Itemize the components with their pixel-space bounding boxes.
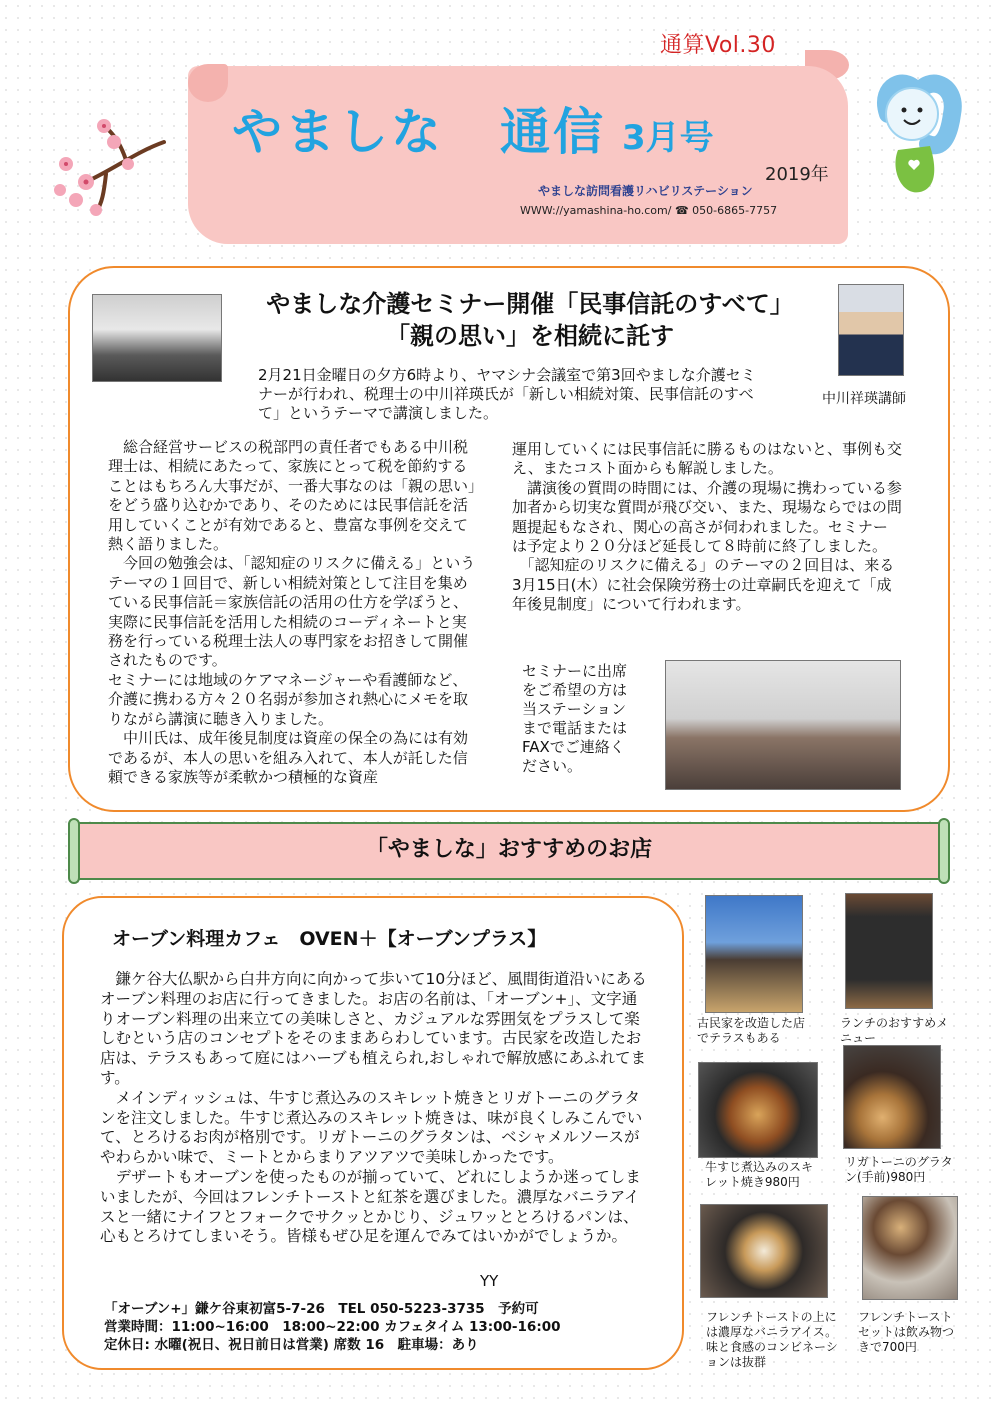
- newsletter-title: やましな: [232, 103, 444, 161]
- author-initials: YY: [480, 1272, 499, 1290]
- seminar-attendance-note: セミナーに出席をご希望の方は当ステーションまで電話またはFAXでご連絡ください。: [522, 662, 628, 775]
- lecturer-portrait-photo: [838, 284, 904, 376]
- skillet-dish-photo: [698, 1062, 818, 1158]
- paragraph: 運用していくには民事信託に勝るものはないと、事例も交え、またコスト面からも解説しました。: [512, 440, 903, 478]
- station-name: やましな訪問看護リハビリステーション: [538, 184, 753, 198]
- caption-house: 古民家を改造した店でテラスもある: [697, 1016, 806, 1045]
- seminar-lead-text: 2月21日金曜日の夕方6時より、ヤマシナ会議室で第3回やましな介護セミナーが行われ、税理士の中川祥瑛氏が「新しい相続対策、民事信託のすべて」というテーマで講演しました。: [258, 366, 756, 422]
- lecturer-caption: 中川祥瑛講師: [822, 391, 906, 407]
- newsletter-title-suffix: 通信: [500, 103, 606, 161]
- paragraph: 中川氏は、成年後見制度は資産の保全の為には有効であるが、本人の思いを組み入れて、本人が託した信頼できる家族等が柔軟かつ積極的な資産: [108, 729, 469, 786]
- shop-hours-line: 営業時間：11:00~16:00 18:00~22:00 カフェタイム 13:00-16:00: [104, 1319, 561, 1335]
- issue-month: 3月号: [622, 118, 714, 158]
- volume-number: 通算Vol.30: [660, 33, 776, 58]
- seminar-article-column-2: [512, 440, 902, 615]
- seminar-subheadline: 「親の思い」を相続に託す: [386, 322, 674, 350]
- paragraph: 「認知症のリスクに備える」のテーマの２回目は、来る3月15日(木）に社会保険労務士の辻章嗣氏を迎えて「成年後見制度」について行われます。: [512, 556, 895, 614]
- ribbon-title: 「やましな」おすすめのお店: [365, 837, 653, 862]
- paragraph: セミナーには地域のケアマネージャーや看護師など、介護に携わる方々２０名弱が参加され熱心にメモを取りながら講演に聴き入りました。: [108, 670, 469, 728]
- shop-info: [104, 1300, 561, 1354]
- seminar-audience-photo: [665, 660, 901, 790]
- caption-gratin: リガトーニのグラタン(手前)980円: [845, 1155, 953, 1184]
- issue-year: 2019年: [765, 164, 829, 185]
- shop-exterior-photo: [705, 895, 803, 1013]
- gratin-dish-photo: [843, 1045, 941, 1149]
- paragraph: デザートもオーブンを使ったものが揃っていて、どれにしようか迷ってしまいましたが、今回はフレンチトーストと紅茶を選びました。濃厚なバニラアイスと一緒にナイフとフォークでサクッとかじり、ジュワッととろけるパンは、心もとろけてしまいそう。皆様もぜひ足を運んでみてはいかがでしょうか。: [100, 1167, 641, 1246]
- paragraph: 総合経営サービスの税部門の責任者でもある中川税理士は、相続にあたって、家族にとって税を節約することはもちろん大事だが、一番大事なのは「親の思い」をどう盛り込むかであり、そのためには民事信託を活用していくことが有効であると、豊富な事例を交えて熱く語りました。: [108, 438, 476, 554]
- shop-address-line: 「オーブン+」鎌ケ谷東初富5-7-26 TEL 050-5223-3735 予約可: [104, 1301, 539, 1317]
- paragraph: メインディッシュは、牛すじ煮込みのスキレット焼きとリガトーニのグラタンを注文しました。牛すじ煮込みのスキレット焼きは、味が良くしみこんでいて、とろけるお肉が格別です。リガトーニのグラタンは、ベシャメルソースがやわらかい味で、ミートとからまりアツアツで美味しかったです。: [100, 1088, 643, 1167]
- paragraph: 鎌ケ谷大仏駅から白井方向に向かって歩いて10分ほど、風間街道沿いにあるオーブン料理のお店に行ってきました。お店の名前は、「オーブン+」、文字通りオーブン料理の出来立ての美味しさと、カジュアルな雰囲気をプラスして楽しむという店のコンセプトをそのままあらわしています。古民家を改造したお店は、テラスもあって庭にはハーブも植えられ,おしゃれで解放感にあふれてます。: [100, 970, 647, 1087]
- french-toast-photo: [700, 1204, 828, 1298]
- shop-review-body: [100, 970, 652, 1247]
- seminar-headline: やましな介護セミナー開催「民事信託のすべて」: [266, 290, 794, 318]
- shop-title: オーブン料理カフェ OVEN＋【オーブンプラス】: [112, 928, 547, 950]
- menu-board-photo: [845, 893, 933, 1009]
- cherry-blossom-illustration: [46, 112, 166, 216]
- caption-toast: フレンチトーストの上には濃厚なバニラアイス。味と食感のコンビネーションは抜群: [706, 1310, 838, 1369]
- shop-closed-line: 定休日: 水曜(祝日、祝日前日は営業) 席数 16 駐車場：あり: [104, 1337, 479, 1353]
- seminar-article-column-1: [108, 438, 476, 787]
- caption-skillet: 牛すじ煮込みのスキレット焼き980円: [705, 1160, 814, 1189]
- mascot-character-illustration: [858, 74, 970, 204]
- paragraph: 今回の勉強会は、「認知症のリスクに備える」というテーマの１回目で、新しい相続対策として注目を集めている民事信託＝家族信託の活用の仕方を学ぼうと、実際に民事信託を活用した相続のコーディネートと実務を行っている税理士法人の専門家をお招きして開催されたものです。: [108, 554, 476, 670]
- french-toast-set-photo: [862, 1196, 958, 1300]
- contact-line: WWW://yamashina-ho.com/ ☎ 050-6865-7757: [520, 204, 778, 217]
- banner-scroll-curl: [188, 64, 228, 102]
- caption-menu: ランチのおすすめメニュー: [840, 1016, 949, 1045]
- caption-toastset: フレンチトーストセットは飲み物つきで700円: [858, 1310, 955, 1354]
- paragraph: 講演後の質問の時間には、介護の現場に携わっている参加者から切実な質問が飛び交い、また、現場ならではの問題提起もなされ、関心の高さが伺われました。セミナーは予定より２０分ほど延長して８時前に終了しました。: [512, 478, 902, 556]
